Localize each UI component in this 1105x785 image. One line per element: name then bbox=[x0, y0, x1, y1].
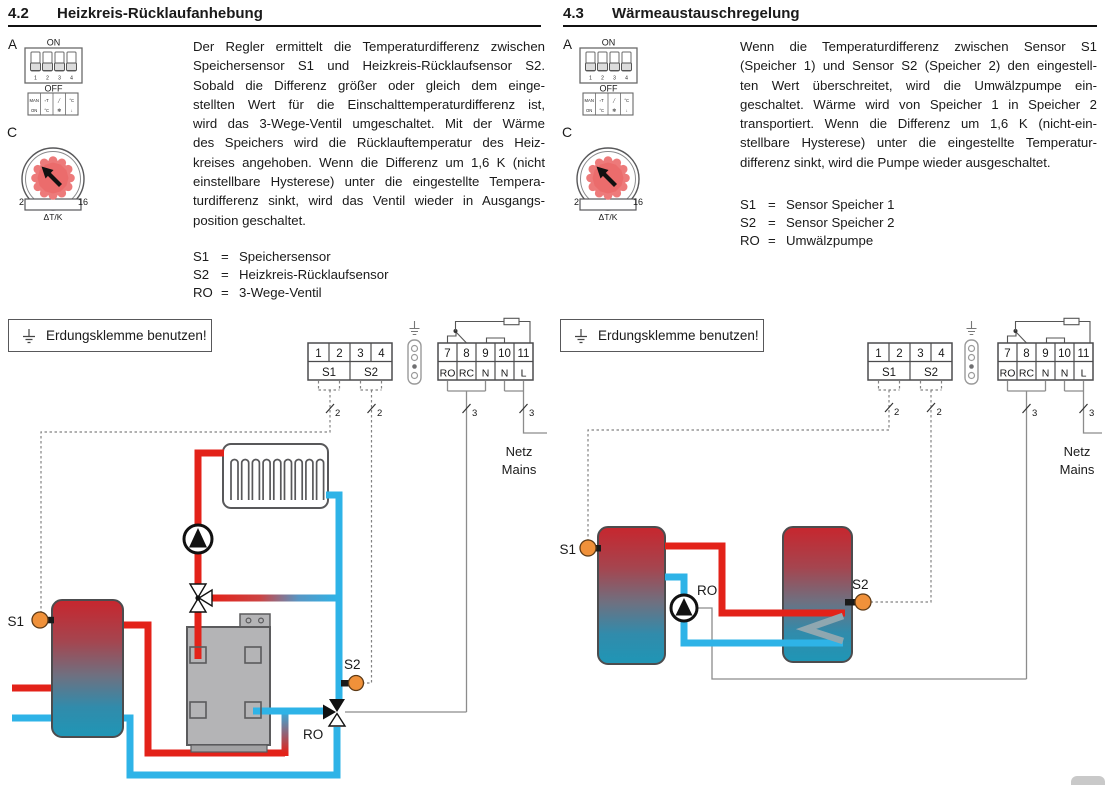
terminal-number: 4 bbox=[938, 348, 945, 360]
radiator-supply-pipe bbox=[198, 453, 224, 584]
ground-note-text: Erdungsklemme benutzen! bbox=[46, 328, 207, 343]
dip-number: 4 bbox=[625, 75, 628, 82]
relay-output-wire bbox=[697, 381, 1046, 679]
def-eq: = bbox=[221, 285, 229, 300]
terminal-number: 11 bbox=[1077, 348, 1090, 360]
dip-switch-graphic-left bbox=[6, 32, 118, 120]
legend-cell: ↓ bbox=[625, 108, 628, 113]
dip-number: 1 bbox=[34, 75, 37, 82]
sensor-cable-s1 bbox=[588, 381, 900, 540]
heading-rule bbox=[8, 25, 541, 27]
dip-function-legend bbox=[28, 93, 78, 115]
schematic-left bbox=[0, 300, 553, 785]
dip-off-label: OFF bbox=[599, 83, 618, 94]
def-term: RO bbox=[740, 233, 760, 248]
def-text: 3-Wege-Ventil bbox=[239, 285, 322, 300]
definition-row bbox=[740, 214, 895, 232]
sensor-s2 bbox=[341, 657, 364, 691]
mains-label-en: Mains bbox=[1059, 462, 1095, 477]
terminal-label: RC bbox=[458, 367, 475, 380]
body-text-left bbox=[193, 37, 545, 230]
storage-tank-1 bbox=[598, 527, 665, 664]
mains-label-de: Netz bbox=[505, 444, 533, 459]
section-number: 4.2 bbox=[8, 5, 29, 22]
legend-cell: °C bbox=[624, 98, 630, 103]
terminal-label: RO bbox=[439, 367, 456, 380]
ground-note-text: Erdungsklemme benutzen! bbox=[598, 328, 759, 343]
legend-cell: ▫T bbox=[44, 98, 49, 103]
ro-valve-label: RO bbox=[303, 727, 324, 742]
marker-a: A bbox=[563, 37, 573, 52]
page-corner-tab bbox=[1071, 776, 1105, 785]
body-line: des Speichers wird die Rücklauftemperatur des Heiz- bbox=[193, 135, 545, 151]
definition-list-right bbox=[740, 196, 895, 250]
def-term: S1 bbox=[740, 197, 757, 212]
legend-cell: ╱ bbox=[57, 98, 61, 103]
terminal-label: S1 bbox=[881, 367, 897, 379]
cable-core-count: 3 bbox=[529, 408, 535, 419]
cable-core-count: 3 bbox=[472, 408, 478, 419]
def-term: S2 bbox=[193, 267, 210, 282]
cable-core-count: 3 bbox=[1089, 408, 1095, 419]
ground-note-right bbox=[560, 319, 764, 352]
terminal-label: S2 bbox=[363, 367, 379, 379]
terminal-number: 10 bbox=[1058, 348, 1071, 360]
dial-graphic-left bbox=[16, 144, 94, 226]
terminal-number: 3 bbox=[357, 348, 364, 360]
ro-switch-valve bbox=[323, 699, 345, 726]
def-text: Sensor Speicher 2 bbox=[786, 215, 895, 230]
definition-row bbox=[740, 232, 895, 250]
dial-min-label: 2 bbox=[574, 197, 580, 207]
ground-terminal-strip bbox=[408, 321, 421, 384]
legend-cell: ↓ bbox=[70, 108, 73, 113]
section-heading-right bbox=[563, 5, 800, 22]
body-line: geschaltet. Wärme wird von Speicher 1 in Speicher 2 bbox=[740, 96, 1097, 112]
def-text: Umwälzpumpe bbox=[786, 233, 874, 248]
body-line: Speichersensor S1 und Heizkreis-Rücklaufsensor S2. bbox=[193, 58, 545, 74]
terminal-label: N bbox=[481, 367, 490, 380]
sensor-s2-label: S2 bbox=[344, 657, 361, 672]
relay-output-wire bbox=[345, 381, 486, 712]
earth-icon bbox=[573, 328, 589, 344]
dip-function-legend bbox=[583, 93, 633, 115]
terminal-label: N bbox=[500, 367, 509, 380]
marker-a: A bbox=[8, 37, 18, 52]
dip-number: 4 bbox=[70, 75, 73, 82]
earth-icon bbox=[967, 321, 977, 335]
circulation-pump bbox=[184, 525, 212, 553]
definition-row bbox=[193, 266, 389, 284]
terminal-label: N bbox=[1060, 367, 1069, 380]
legend-cell: MAN bbox=[584, 98, 594, 103]
terminal-number: 7 bbox=[444, 348, 451, 360]
legend-cell: ON bbox=[586, 108, 593, 113]
section-title: Heizkreis-Rücklaufanhebung bbox=[57, 5, 263, 22]
dip-number: 3 bbox=[58, 75, 61, 82]
terminal-number: 10 bbox=[498, 348, 511, 360]
dip-number: 2 bbox=[601, 75, 604, 82]
body-line: stellbare Hysterese) unter die eingestellte Temperatur- bbox=[740, 135, 1097, 151]
def-term: RO bbox=[193, 285, 213, 300]
dial-max-label: 16 bbox=[633, 197, 644, 207]
sensor-s1 bbox=[7, 612, 54, 629]
def-term: S1 bbox=[193, 249, 210, 264]
dial-caption: ΔT/K bbox=[598, 212, 618, 222]
sensor-terminal-block bbox=[868, 343, 952, 380]
terminal-number: 8 bbox=[1023, 348, 1030, 360]
relay-switch-symbol bbox=[448, 318, 531, 343]
legend-cell: MAN bbox=[29, 98, 39, 103]
heading-rule bbox=[563, 25, 1097, 27]
earth-icon bbox=[410, 321, 420, 335]
earth-icon bbox=[21, 328, 37, 344]
terminal-number: 7 bbox=[1004, 348, 1011, 360]
section-title: Wärmeaustauschregelung bbox=[612, 5, 800, 22]
marker-c: C bbox=[562, 124, 573, 140]
mains-label-de: Netz bbox=[1063, 444, 1091, 459]
body-line: (Speicher 1) und Sensor S2 (Speicher 2) den eingestell- bbox=[740, 58, 1097, 74]
terminal-label: L bbox=[1080, 367, 1087, 380]
def-text: Heizkreis-Rücklaufsensor bbox=[239, 267, 389, 282]
mains-label-en: Mains bbox=[501, 462, 537, 477]
dial-min-label: 2 bbox=[19, 197, 25, 207]
body-line: kreises angehoben. Wenn die Differenz um 1,6 K (nicht bbox=[193, 154, 545, 170]
mains-supply-wire bbox=[502, 381, 547, 477]
legend-cell: ╱ bbox=[612, 98, 616, 103]
def-term: S2 bbox=[740, 215, 757, 230]
definition-list-left bbox=[193, 248, 389, 302]
body-line: wird das 3-Wege-Ventil umgeschaltet. Mit der Wärme bbox=[193, 116, 545, 132]
dial-base-tab bbox=[580, 199, 636, 210]
body-line: Sobald die Differenz größer oder gleich dem einge- bbox=[193, 77, 545, 93]
sensor-terminal-block bbox=[308, 343, 392, 380]
body-line: stellten Wert für die Einschalttemperaturdifferenz ist, bbox=[193, 96, 545, 112]
terminal-label: N bbox=[1041, 367, 1050, 380]
legend-cell: °C bbox=[69, 98, 75, 103]
def-eq: = bbox=[221, 267, 229, 282]
terminal-number: 9 bbox=[1042, 348, 1049, 360]
def-text: Speichersensor bbox=[239, 249, 331, 264]
def-eq: = bbox=[768, 215, 776, 230]
cable-core-count: 2 bbox=[335, 408, 341, 419]
dial-max-label: 16 bbox=[78, 197, 89, 207]
marker-c: C bbox=[7, 124, 18, 140]
cable-core-count: 2 bbox=[377, 408, 383, 419]
body-line: Wenn die Temperaturdifferenz zwischen Sensor S1 bbox=[740, 39, 1097, 54]
body-text-right bbox=[740, 37, 1097, 172]
dip-number: 1 bbox=[589, 75, 592, 82]
terminal-number: 2 bbox=[896, 348, 903, 360]
dip-number: 3 bbox=[613, 75, 616, 82]
dip-switch-graphic-right bbox=[561, 32, 673, 120]
cable-core-count: 2 bbox=[894, 407, 900, 418]
fuse-symbol bbox=[504, 318, 519, 324]
definition-row bbox=[193, 248, 389, 266]
body-line: ten Wert überschreitet, wird die Umwälzpumpe ein- bbox=[740, 77, 1097, 93]
cable-core-count: 3 bbox=[1032, 408, 1038, 419]
terminal-number: 1 bbox=[875, 348, 882, 360]
sensor-s1-label: S1 bbox=[559, 542, 576, 557]
dip-on-label: ON bbox=[601, 37, 616, 48]
cable-core-count: 2 bbox=[936, 407, 942, 418]
terminal-label: RO bbox=[999, 367, 1016, 380]
terminal-number: 1 bbox=[315, 348, 322, 360]
sensor-s1 bbox=[559, 540, 601, 557]
dip-on-label: ON bbox=[46, 37, 61, 48]
schematic-right bbox=[553, 300, 1105, 785]
body-line: position geschaltet. bbox=[193, 212, 306, 228]
terminal-label: RC bbox=[1018, 367, 1035, 380]
storage-tank bbox=[52, 600, 123, 737]
definition-row bbox=[740, 196, 895, 214]
snowflake-icon: ❄ bbox=[57, 108, 62, 114]
body-line: Der Regler ermittelt die Temperaturdifferenz zwischen bbox=[193, 39, 545, 54]
def-eq: = bbox=[768, 197, 776, 212]
terminal-number: 3 bbox=[917, 348, 924, 360]
terminal-number: 2 bbox=[336, 348, 343, 360]
sensor-cable-s2 bbox=[361, 381, 383, 683]
relay-switch-symbol bbox=[1008, 318, 1091, 343]
body-line: transportiert. Wenn die Differenz um 1,6 K (nicht-ein- bbox=[740, 116, 1097, 132]
three-way-valve bbox=[190, 584, 212, 612]
snowflake-icon: ❄ bbox=[612, 108, 617, 114]
legend-cell: °C bbox=[599, 108, 605, 113]
dial-caption: ΔT/K bbox=[43, 212, 63, 222]
terminal-label: L bbox=[520, 367, 527, 380]
body-line: turdifferenz sinkt, wird das Ventil wieder in Ausgangs- bbox=[193, 193, 545, 209]
relay-terminal-block bbox=[998, 343, 1093, 380]
mains-supply-wire bbox=[1060, 381, 1102, 477]
ground-terminal-strip bbox=[965, 321, 978, 384]
section-heading-left bbox=[8, 5, 263, 22]
radiator bbox=[223, 444, 328, 508]
ro-pump-label: RO bbox=[697, 583, 718, 598]
def-text: Sensor Speicher 1 bbox=[786, 197, 895, 212]
legend-cell: ▫T bbox=[599, 98, 604, 103]
legend-cell: ON bbox=[31, 108, 38, 113]
sensor-s1-label: S1 bbox=[7, 614, 24, 629]
fuse-symbol bbox=[1064, 318, 1079, 324]
relay-terminal-block bbox=[438, 343, 533, 380]
terminal-number: 9 bbox=[482, 348, 489, 360]
terminal-number: 8 bbox=[463, 348, 470, 360]
dial-base-tab bbox=[25, 199, 81, 210]
dip-number: 2 bbox=[46, 75, 49, 82]
dip-off-label: OFF bbox=[44, 83, 63, 94]
def-eq: = bbox=[768, 233, 776, 248]
ground-note-left bbox=[8, 319, 212, 352]
body-line: einstellbare Hysterese) unter die eingestellte Tempera- bbox=[193, 174, 545, 190]
terminal-number: 4 bbox=[378, 348, 385, 360]
sensor-cable-s2 bbox=[871, 381, 942, 602]
def-eq: = bbox=[221, 249, 229, 264]
terminal-number: 11 bbox=[517, 348, 530, 360]
legend-cell: °C bbox=[44, 108, 50, 113]
terminal-label: S2 bbox=[923, 367, 939, 379]
terminal-label: S1 bbox=[321, 367, 337, 379]
body-line: differenz sinkt, wird die Pumpe wieder ausgeschaltet. bbox=[740, 154, 1051, 170]
section-number: 4.3 bbox=[563, 5, 584, 22]
dial-graphic-right bbox=[571, 144, 649, 226]
circulation-pump bbox=[671, 595, 697, 621]
sensor-s2-label: S2 bbox=[852, 577, 869, 592]
